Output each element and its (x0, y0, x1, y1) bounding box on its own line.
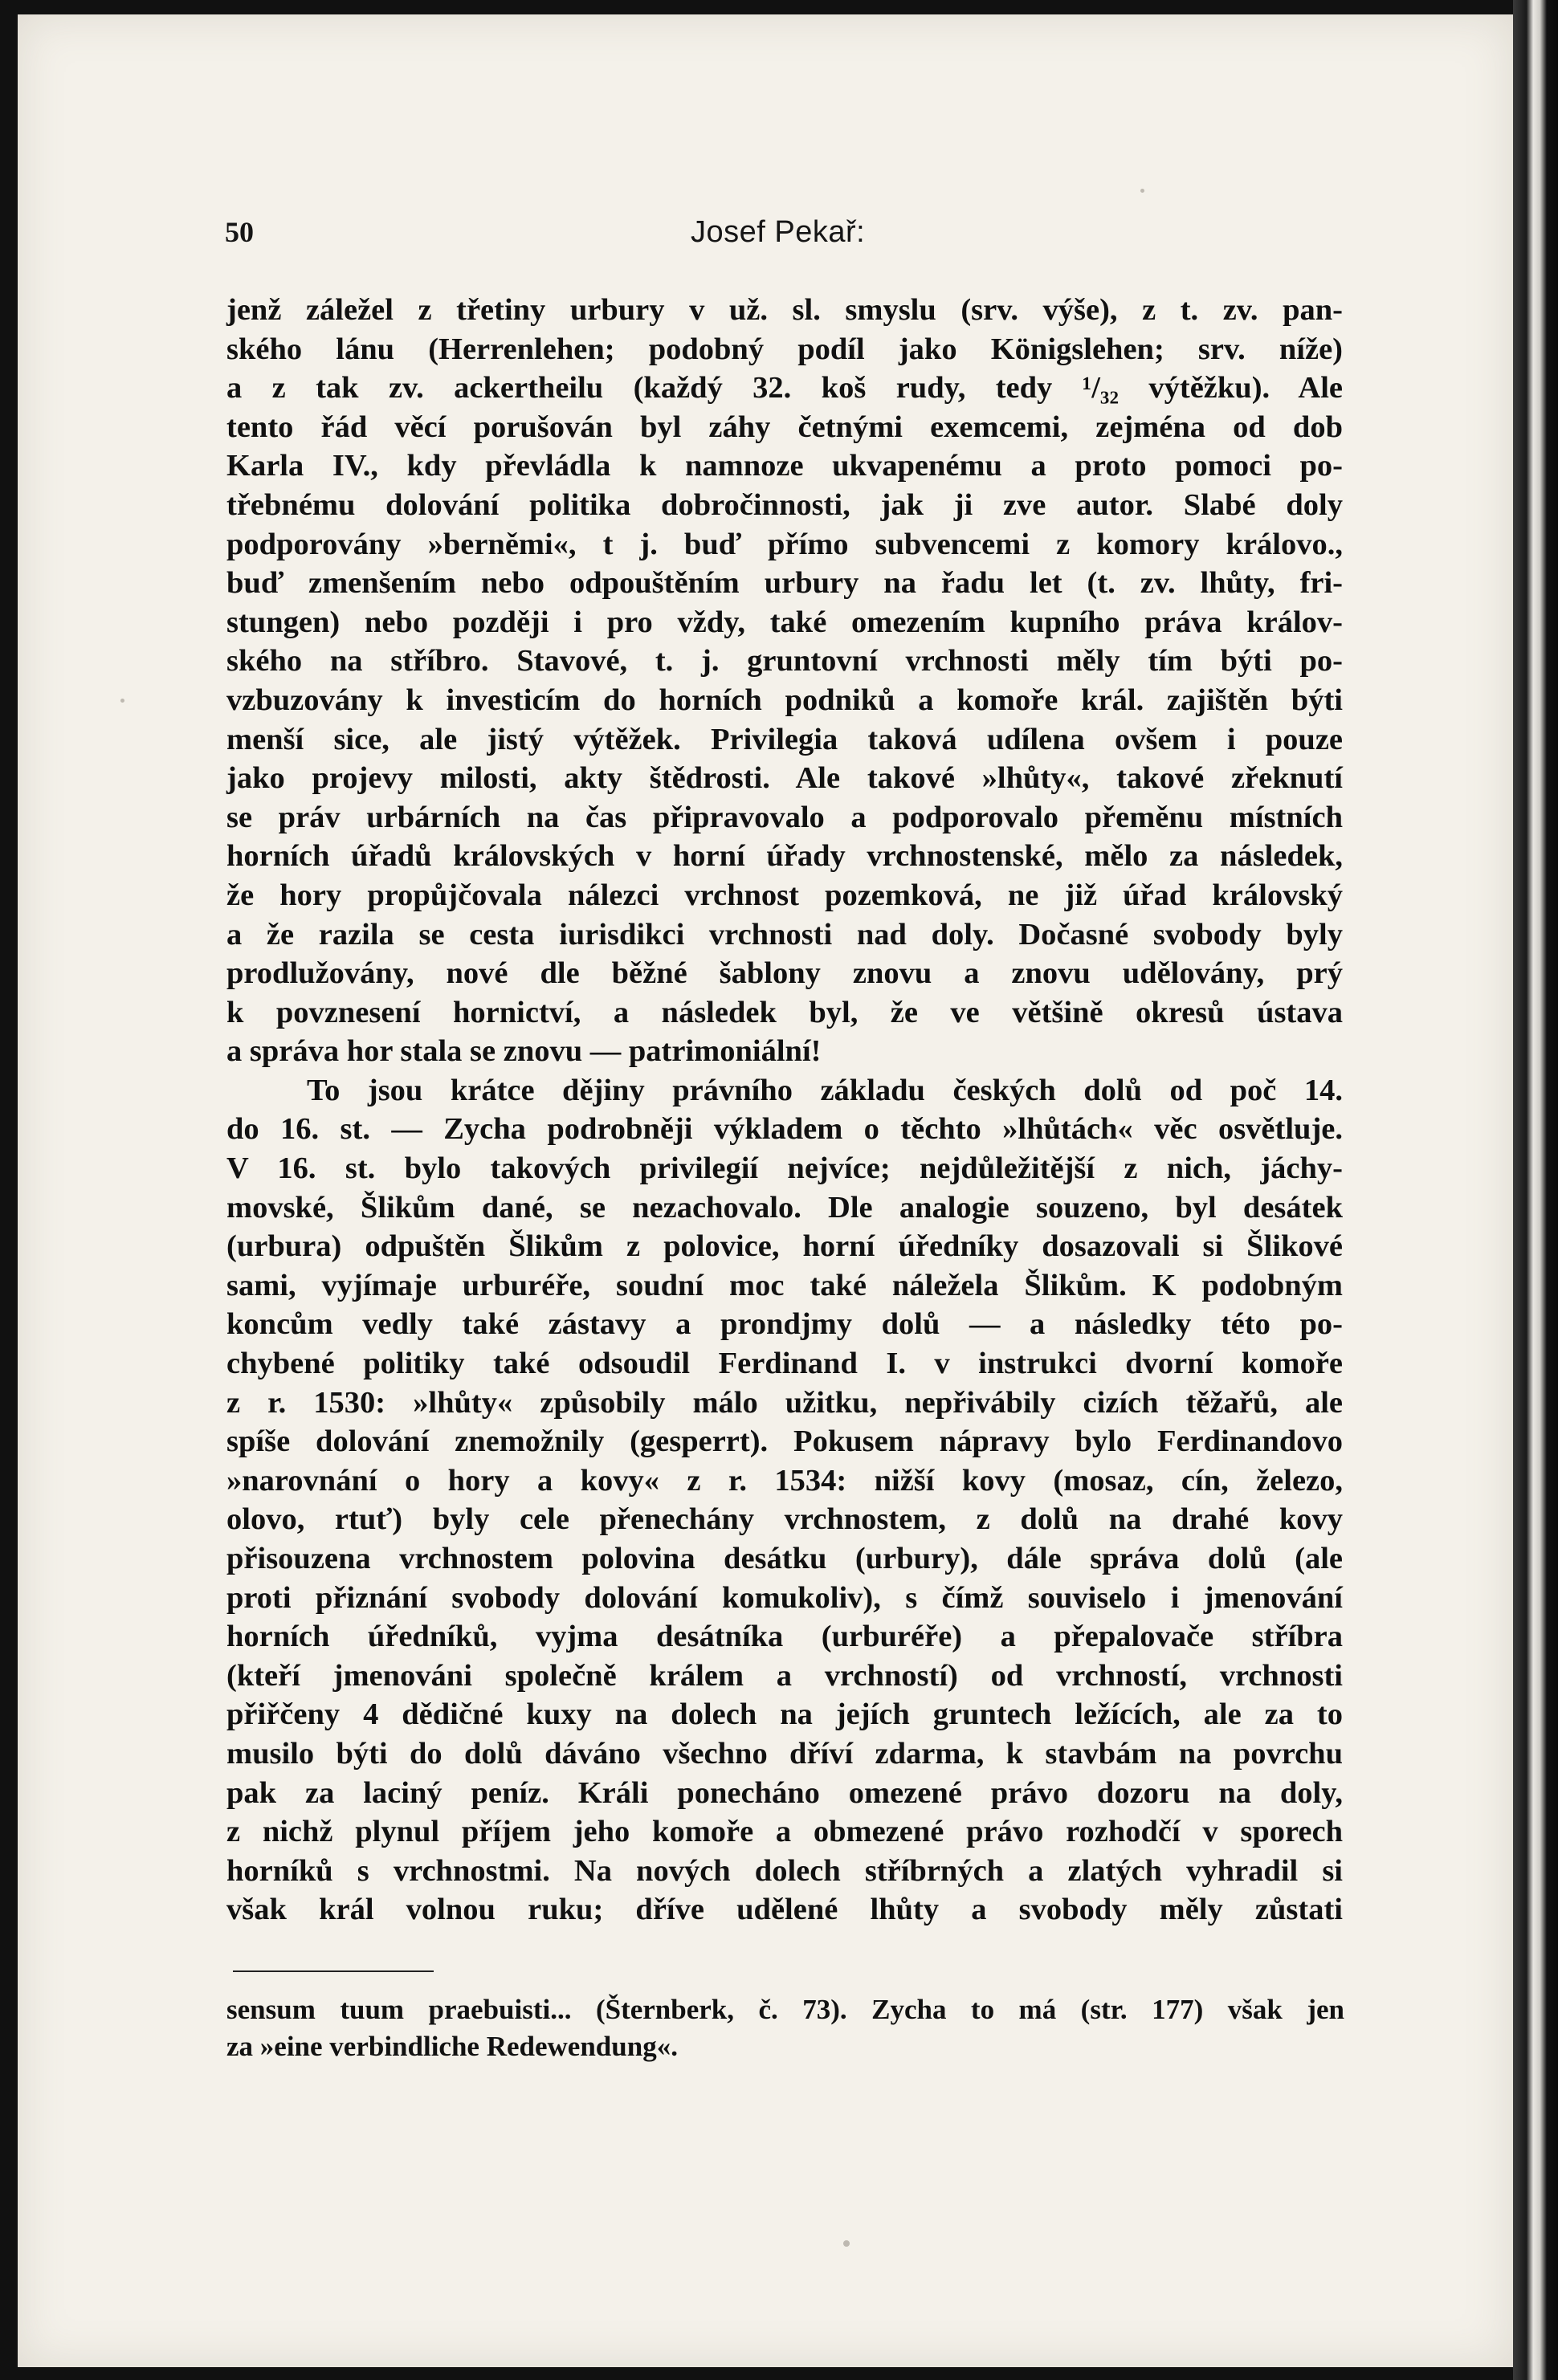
text-line: z r. 1530: »lhůty« způsobily málo užitku, nepřivábily cizích těžařů, ale (226, 1385, 1343, 1420)
text-line: menší sice, ale jistý výtěžek. Privilegia taková udílena ovšem i pouze (226, 722, 1343, 756)
text-line: třebnému dolování politika dobročinnosti, jak ji zve autor. Slabé doly (226, 487, 1343, 522)
paper-speck (120, 699, 124, 703)
text-line: však král volnou ruku; dříve udělené lhůty a svobody měly zůstati (226, 1893, 1343, 1927)
text-line: a správa hor stala se znovu — patrimoniální! (226, 1034, 822, 1069)
text-line: podporovány »berněmi«, t j. buď přímo subvencemi z komory královo., (226, 527, 1343, 561)
text-line: k povznesení hornictví, a následek byl, že ve většině okresů ústava (226, 995, 1343, 1029)
text-line: jenž záležel z třetiny urbury v už. sl. smyslu (srv. výše), z t. zv. pan- (226, 293, 1343, 327)
page-header (225, 215, 1341, 263)
text-line: přisouzena vrchnostem polovina desátku (urbury), dále správa dolů (ale (226, 1542, 1343, 1575)
paragraph-start-line: To jsou krátce dějiny právního základu českých dolů od poč 14. (307, 1073, 1343, 1107)
text-line: se práv urbárních na čas připravovalo a podporovalo přeměnu místních (226, 800, 1343, 834)
text-line: přiřčeny 4 dědičné kuxy na dolech na jejích gruntech ležících, ale za to (226, 1697, 1343, 1732)
text-line: horníků s vrchnostmi. Na nových dolech stříbrných a zlatých vyhradil si (226, 1853, 1343, 1888)
text-line: jako projevy milosti, akty štědrosti. Ale takové »lhůty«, takové zřeknutí (226, 761, 1343, 796)
footnotes (226, 1991, 1344, 2065)
text-line: do 16. st. — Zycha podrobněji výkladem o těchto »lhůtách« věc osvětluje. (226, 1112, 1343, 1147)
text-line: (kteří jmenováni společně králem a vrchností) od vrchností, vrchnosti (226, 1658, 1343, 1693)
paper-speck (1140, 189, 1144, 193)
scan-edge (1513, 0, 1558, 2380)
text-line: ského lánu (Herrenlehen; podobný podíl jako Königslehen; srv. níže) (226, 332, 1343, 366)
page-number: 50 (225, 216, 254, 248)
text-line: sami, vyjímaje urburéře, soudní moc také náležela Šlikům. K podobným (226, 1268, 1343, 1302)
text-line: (urbura) odpuštěn Šlikům z polovice, horní úředníky dosazovali si Šlikové (226, 1229, 1343, 1264)
text-line: buď zmenšením nebo odpouštěním urbury na řadu let (t. zv. lhůty, fri- (226, 566, 1343, 601)
paper-speck (843, 2240, 850, 2247)
text-line: horních úředníků, vyjma desátníka (urburéře) a přepalovače stříbra (226, 1620, 1343, 1654)
text-line: stungen) nebo později i pro vždy, také omezením kupního práva králov- (226, 605, 1343, 639)
text-line: ského na stříbro. Stavové, t. j. gruntovní vrchnosti měly tím býti po- (226, 644, 1343, 679)
text-line: movské, Šlikům dané, se nezachovalo. Dle analogie souzeno, byl desátek (226, 1190, 1343, 1225)
text-line: proti přiznání svobody dolování komukoliv), s čímž souviselo i jmenování (226, 1580, 1343, 1615)
text-line: V 16. st. bylo takových privilegií nejvíce; nejdůležitější z nich, jáchy- (226, 1151, 1343, 1186)
text-line: a že razila se cesta iurisdikci vrchnosti nad doly. Dočasné svobody byly (226, 917, 1343, 952)
text-line: tento řád věcí porušován byl záhy četnými exemcemi, zejména od dob (226, 410, 1343, 444)
text-line: že hory propůjčovala nálezci vrchnost pozemková, ne již úřad královský (226, 878, 1343, 912)
text-line: olovo, rtuť) byly cele přenechány vrchnostem, z dolů na drahé kovy (226, 1502, 1343, 1537)
text-line: »narovnání o hory a kovy« z r. 1534: nižší kovy (mosaz, cín, železo, (226, 1463, 1343, 1498)
text-line: prodlužovány, nové dle běžné šablony znovu a znovu udělovány, prý (226, 956, 1343, 991)
text-line: horních úřadů královských v horní úřady vrchnostenské, mělo za následek, (226, 839, 1343, 874)
text-line: vzbuzovány k investicím do horních podniků a komoře král. zajištěn býti (226, 683, 1343, 717)
body-text (226, 291, 1343, 1930)
text-line: chybené politiky také odsoudil Ferdinand I. v instrukci dvorní komoře (226, 1347, 1343, 1381)
text-line: musilo býti do dolů dáváno všechno dříví zdarma, k stavbám na povrchu (226, 1736, 1343, 1771)
text-line: spíše dolování znemožnily (gesperrt). Pokusem nápravy bylo Ferdinandovo (226, 1424, 1343, 1459)
text-line: z nichž plynul příjem jeho komoře a obmezené právo rozhodčí v sporech (226, 1815, 1343, 1849)
footnote-line: sensum tuum praebuisti... (Šternberk, č. 73). Zycha to má (str. 177) však jen (226, 1994, 1344, 2025)
footnote-divider (233, 1970, 434, 1972)
text-line: a z tak zv. ackertheilu (každý 32. koš rudy, tedy ¹/₃₂ výtěžku). Ale (226, 371, 1343, 405)
text-line: pak za laciný peníz. Králi ponecháno omezené právo dozoru na doly, (226, 1775, 1343, 1810)
text-line: Karla IV., kdy převládla k namnoze ukvapenému a proto pomoci po- (226, 449, 1343, 483)
footnote-line: za »eine verbindliche Redewendung«. (226, 2031, 678, 2062)
text-line: koncům vedly také zástavy a prondjmy dolů — a následky této po- (226, 1307, 1343, 1342)
running-head: Josef Pekař: (691, 215, 866, 249)
